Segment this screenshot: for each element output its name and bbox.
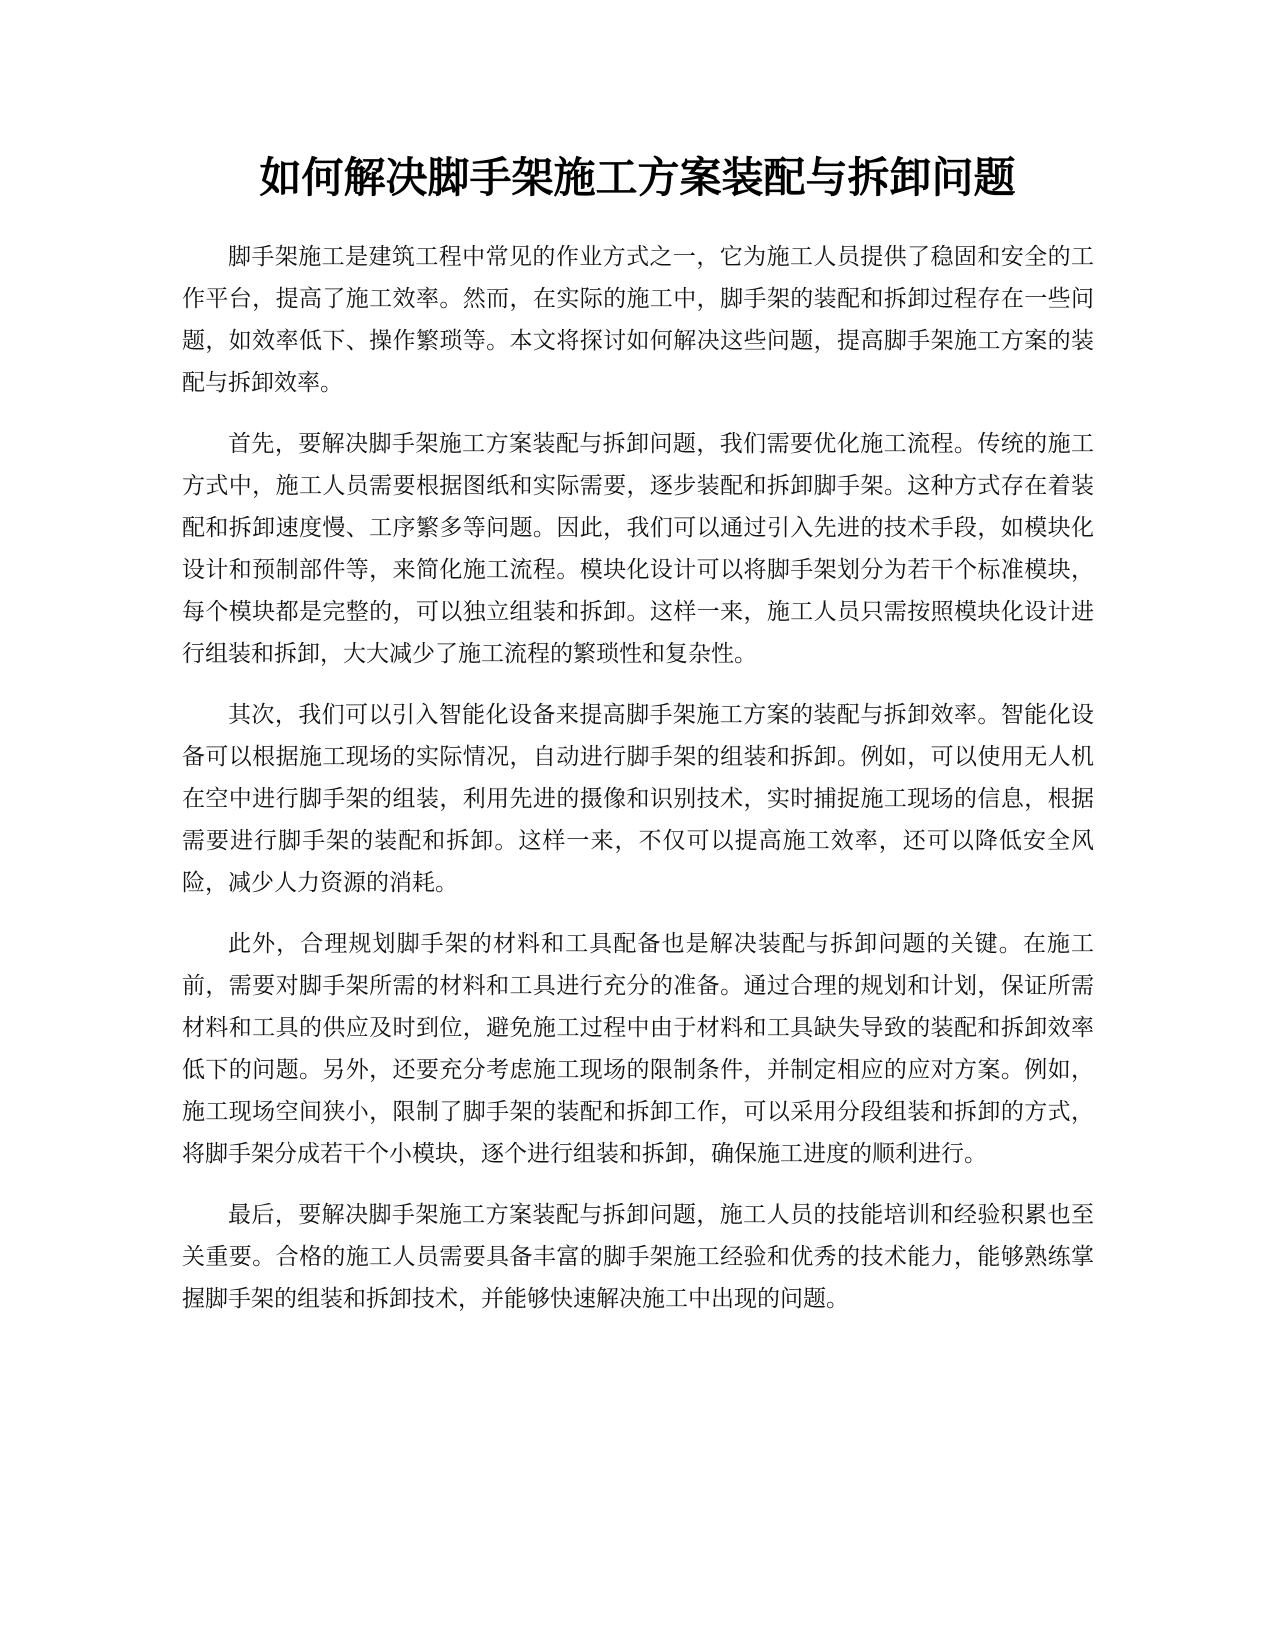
- paragraph-first: 首先，要解决脚手架施工方案装配与拆卸问题，我们需要优化施工流程。传统的施工方式中，施工人员需要根据图纸和实际需要，逐步装配和拆卸脚手架。这种方式存在着装配和拆卸速度慢、工序繁多等问题。因此，我们可以通过引入先进的技术手段，如模块化设计和预制部件等，来简化施工流程。模块化设计可以将脚手架划分为若干个标准模块，每个模块都是完整的，可以独立组装和拆卸。这样一来，施工人员只需按照模块化设计进行组装和拆卸，大大减少了施工流程的繁琐性和复杂性。: [182, 431, 1094, 667]
- document-title: 如何解决脚手架施工方案装配与拆卸问题: [259, 153, 1016, 202]
- paragraph-second: 其次，我们可以引入智能化设备来提高脚手架施工方案的装配与拆卸效率。智能化设备可以根据施工现场的实际情况，自动进行脚手架的组装和拆卸。例如，可以使用无人机在空中进行脚手架的组装，利用先进的摄像和识别技术，实时捕捉施工现场的信息，根据需要进行脚手架的装配和拆卸。这样一来，不仅可以提高施工效率，还可以降低安全风险，减少人力资源的消耗。: [182, 702, 1094, 896]
- paragraph-third: 此外，合理规划脚手架的材料和工具配备也是解决装配与拆卸问题的关键。在施工前，需要对脚手架所需的材料和工具进行充分的准备。通过合理的规划和计划，保证所需材料和工具的供应及时到位，避免施工过程中由于材料和工具缺失导致的装配和拆卸效率低下的问题。另外，还要充分考虑施工现场的限制条件，并制定相应的应对方案。例如，施工现场空间狭小，限制了脚手架的装配和拆卸工作，可以采用分段组装和拆卸的方式，将脚手架分成若干个小模块，逐个进行组装和拆卸，确保施工进度的顺利进行。: [182, 931, 1094, 1167]
- paragraph-intro: 脚手架施工是建筑工程中常见的作业方式之一，它为施工人员提供了稳固和安全的工作平台，提高了施工效率。然而，在实际的施工中，脚手架的装配和拆卸过程存在一些问题，如效率低下、操作繁琐等。本文将探讨如何解决这些问题，提高脚手架施工方案的装配与拆卸效率。: [182, 244, 1094, 396]
- paragraph-last: 最后，要解决脚手架施工方案装配与拆卸问题，施工人员的技能培训和经验积累也至关重要。合格的施工人员需要具备丰富的脚手架施工经验和优秀的技术能力，能够熟练掌握脚手架的组装和拆卸技术，并能够快速解决施工中出现的问题。: [182, 1202, 1094, 1312]
- document-body: [182, 236, 1094, 1339]
